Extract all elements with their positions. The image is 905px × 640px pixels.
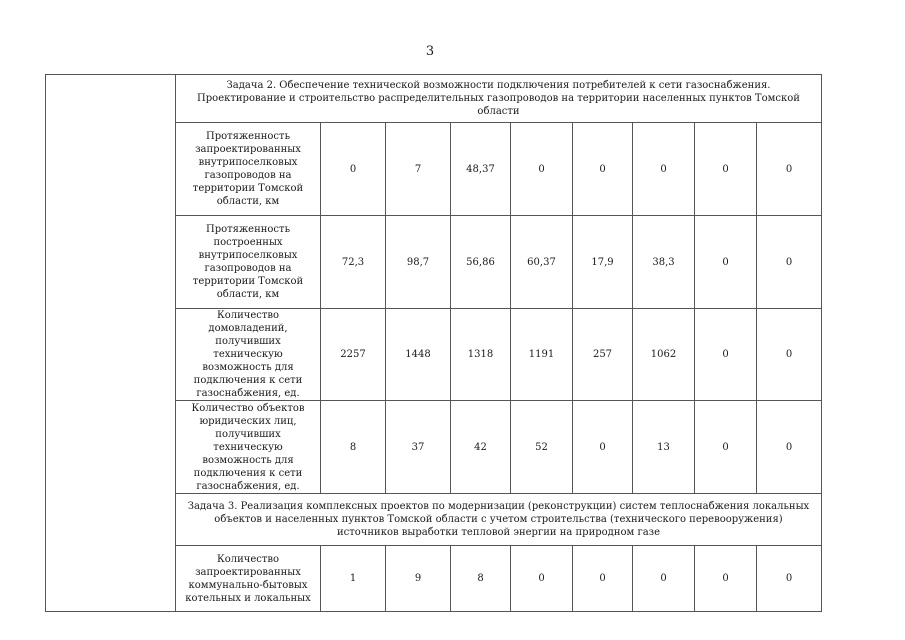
table-cell: 0	[695, 401, 757, 494]
table-cell: 7	[386, 123, 451, 216]
table-cell: 1318	[451, 309, 511, 401]
row-label: Протяженность запроектированных внутрипоселковых газопроводов на территории Томской области, км	[176, 123, 321, 216]
table-cell: 13	[633, 401, 695, 494]
row-label: Протяженность построенных внутрипоселковых газопроводов на территории Томской области, км	[176, 216, 321, 309]
table-cell: 8	[321, 401, 386, 494]
row-label: Количество запроектированных коммунально-бытовых котельных и локальных	[176, 546, 321, 612]
table-cell: 48,37	[451, 123, 511, 216]
table-cell: 0	[757, 123, 822, 216]
table-cell: 1	[321, 546, 386, 612]
table-cell: 0	[633, 123, 695, 216]
table-cell: 98,7	[386, 216, 451, 309]
table-cell: 38,3	[633, 216, 695, 309]
task-3-title: Задача 3. Реализация комплексных проектов по модернизации (реконструкции) систем теплоснабжения локальных объектов и населенных пунктов Томской области с учетом строительства (технического перевооружения) источников выработки тепловой энергии на природном газе	[176, 494, 822, 546]
table-cell: 0	[573, 401, 633, 494]
table-cell: 0	[573, 546, 633, 612]
table-cell: 42	[451, 401, 511, 494]
table-cell: 9	[386, 546, 451, 612]
table-cell: 60,37	[511, 216, 573, 309]
table-cell: 17,9	[573, 216, 633, 309]
table-cell: 0	[511, 546, 573, 612]
table-cell: 0	[695, 309, 757, 401]
table-cell: 0	[757, 546, 822, 612]
row-label: Количество домовладений, получивших техническую возможность для подключения к сети газоснабжения, ед.	[176, 309, 321, 401]
task-2-row	[46, 75, 822, 123]
table-cell: 2257	[321, 309, 386, 401]
table-cell: 1062	[633, 309, 695, 401]
table-cell: 0	[573, 123, 633, 216]
row-label: Количество объектов юридических лиц, получивших техническую возможность для подключения к сети газоснабжения, ед.	[176, 401, 321, 494]
table-cell: 0	[633, 546, 695, 612]
table-cell: 0	[321, 123, 386, 216]
table-cell: 0	[695, 123, 757, 216]
left-blank-column	[46, 75, 176, 612]
table-cell: 0	[757, 309, 822, 401]
indicator-table	[45, 74, 822, 612]
page-number: 3	[425, 44, 435, 59]
table-cell: 257	[573, 309, 633, 401]
table-cell: 52	[511, 401, 573, 494]
table-cell: 37	[386, 401, 451, 494]
table-cell: 0	[511, 123, 573, 216]
table-cell: 56,86	[451, 216, 511, 309]
task-2-title: Задача 2. Обеспечение технической возможности подключения потребителей к сети газоснабжения. Проектирование и строительство распределительных газопроводов на территории населенных пунктов Томской области	[176, 75, 822, 123]
table-cell: 0	[695, 546, 757, 612]
table-cell: 0	[757, 216, 822, 309]
table-cell: 72,3	[321, 216, 386, 309]
table-cell: 1191	[511, 309, 573, 401]
table-cell: 0	[695, 216, 757, 309]
table-cell: 1448	[386, 309, 451, 401]
table-cell: 0	[757, 401, 822, 494]
table-cell: 8	[451, 546, 511, 612]
